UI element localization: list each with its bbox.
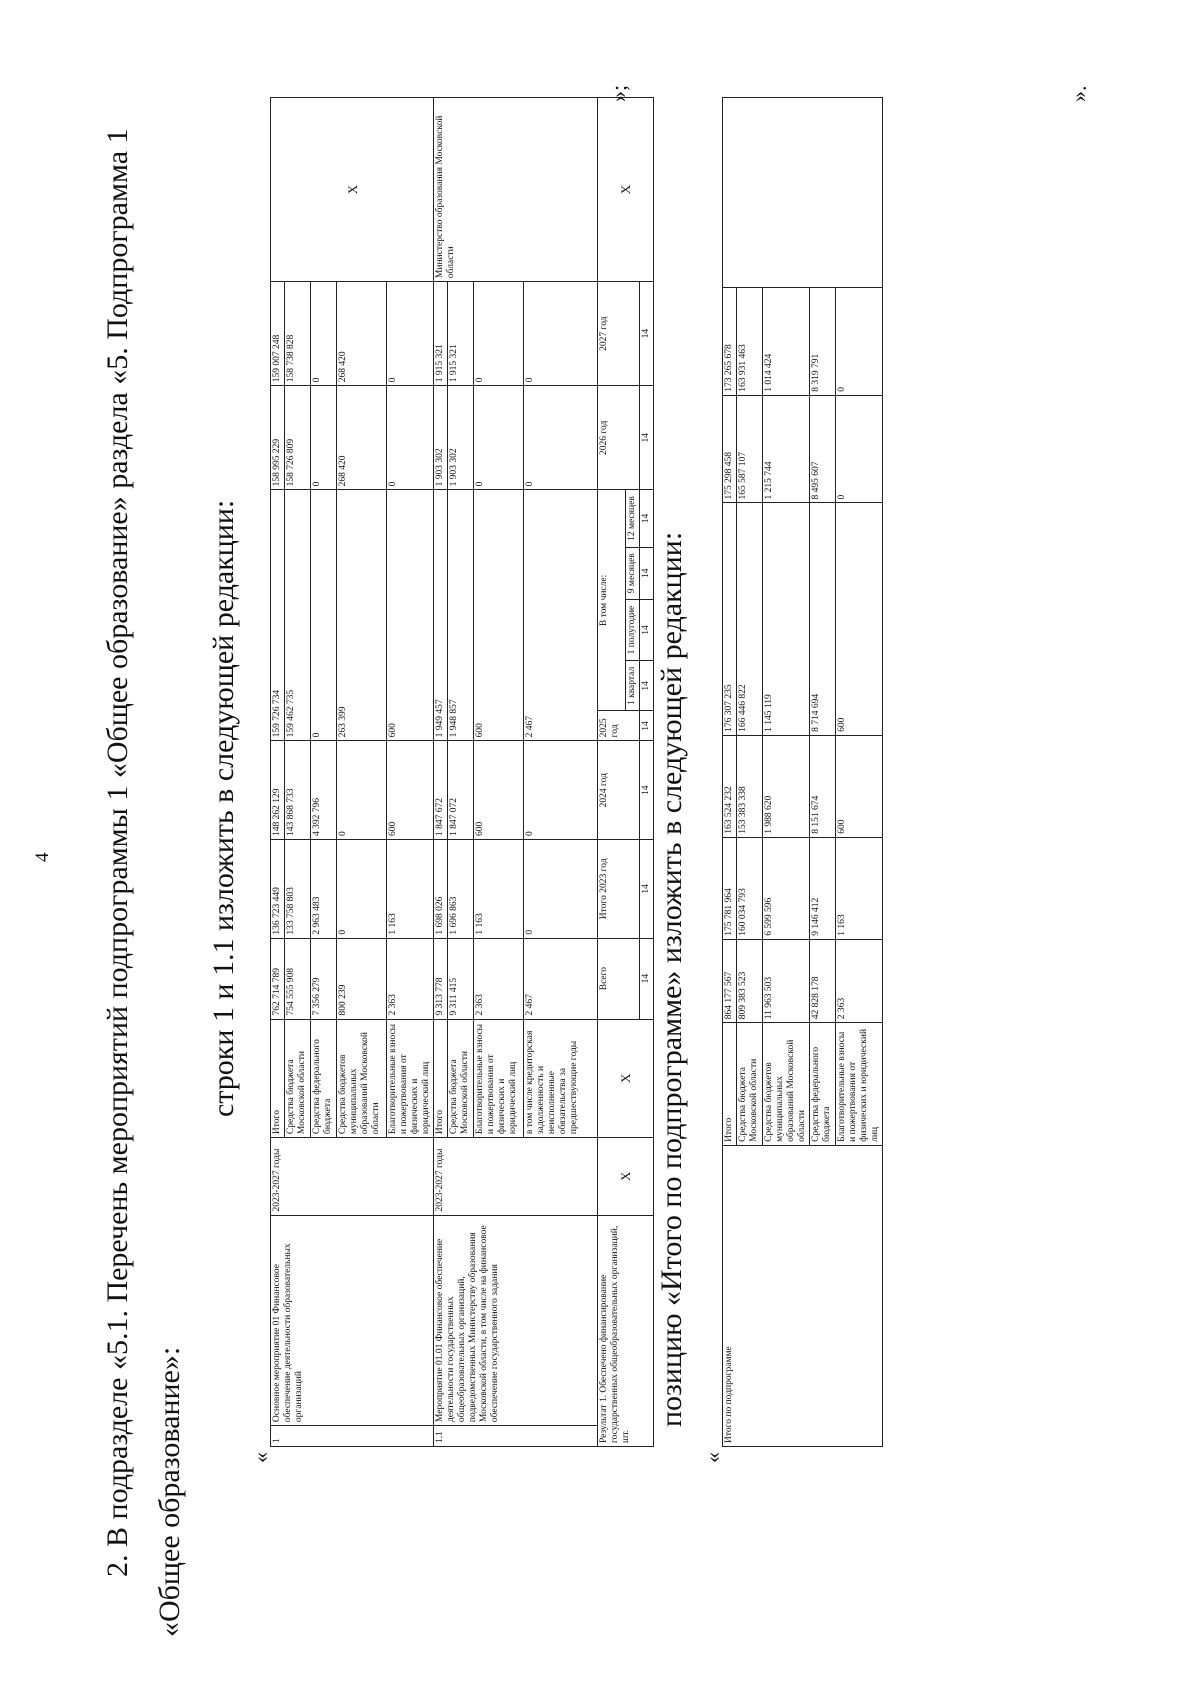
quote-close-2: ». <box>1066 85 1091 102</box>
section-heading <box>92 37 196 1637</box>
result-value-q1: 14 <box>640 661 654 711</box>
measure-name: Основное мероприятие 01 Финансовое обеспечение деятельности образовательных организаций <box>271 1215 434 1426</box>
value-y2023: 9 146 412 <box>810 837 836 939</box>
value-y2027: 8 319 791 <box>810 288 836 396</box>
value-2025: 159 726 734 <box>271 490 285 741</box>
value-y2027: 1 014 424 <box>763 288 810 396</box>
value-2025: 600 <box>387 490 434 741</box>
funding-source: в том числе кредиторская задолженность и неисполненные обязательства за предшествующие годы <box>524 1019 598 1138</box>
value-total: 42 828 178 <box>810 939 836 1023</box>
value-total: 7 356 279 <box>311 938 337 1019</box>
value-total: 2 363 <box>474 938 524 1019</box>
value-y2023: 6 599 596 <box>763 837 810 939</box>
value-y2024: 153 383 338 <box>737 735 763 837</box>
total-name: Итого по подпрограмме <box>723 1145 883 1446</box>
value-y2025: 176 307 235 <box>723 503 737 735</box>
value-total: 800 239 <box>337 938 387 1019</box>
value-2023: 136 723 449 <box>271 840 285 939</box>
value-2027: 0 <box>474 282 524 386</box>
value-total: 2 363 <box>387 938 434 1019</box>
value-2024: 0 <box>524 741 598 840</box>
value-y2027: 163 931 463 <box>737 288 763 396</box>
value-2023: 0 <box>524 840 598 939</box>
total-table <box>722 97 883 1447</box>
funding-source: Благотворительные взносы и пожертвования от физических и юридический лиц <box>836 1023 883 1146</box>
value-2026: 0 <box>524 386 598 490</box>
header-2026: 2026 год <box>598 386 640 490</box>
value-y2023: 160 034 793 <box>737 837 763 939</box>
value-y2026: 1 215 744 <box>763 395 810 503</box>
value-2025: 1 949 457 <box>434 490 448 741</box>
result-value-y2027: 14 <box>640 282 654 386</box>
value-2027: 0 <box>524 282 598 386</box>
value-2027: 268 420 <box>337 282 387 386</box>
result-value-total: 14 <box>640 938 654 1019</box>
result-value-y2026: 14 <box>640 386 654 490</box>
value-2026: 158 995 229 <box>271 386 285 490</box>
value-y2026: 0 <box>836 395 883 503</box>
value-y2023: 1 163 <box>836 837 883 939</box>
value-2026: 268 420 <box>337 386 387 490</box>
value-y2023: 175 781 964 <box>723 837 737 939</box>
instruction-rows: строки 1 и 1.1 изложить в следующей редакции: <box>207 499 240 1117</box>
heading-line-1: 2. В подразделе «5.1. Перечень мероприятий подпрограммы 1 «Общее образование» раздела «5. Подпрограмма 1 <box>101 128 134 1577</box>
value-y2025: 166 446 822 <box>737 503 763 735</box>
value-2027: 159 007 248 <box>271 282 285 386</box>
result-value-h1: 14 <box>640 599 654 661</box>
value-2023: 1 698 026 <box>434 840 448 939</box>
value-2026: 0 <box>311 386 337 490</box>
header-h1: 1 полугодие <box>626 599 640 661</box>
funding-source: Средства бюджета Московской области <box>285 1019 311 1138</box>
responsible: Министерство образования Московской области <box>434 98 598 282</box>
value-total: 762 714 789 <box>271 938 285 1019</box>
funding-source: Благотворительные взносы и пожертвования от физических и юридический лиц <box>474 1019 524 1138</box>
funding-source: Средства федерального бюджета <box>810 1023 836 1146</box>
result-period: Х <box>598 1138 654 1215</box>
funding-source: Средства бюджетов муниципальных образований Московской области <box>763 1023 810 1146</box>
value-2024: 1 847 672 <box>434 741 448 840</box>
quote-close-1: »; <box>606 84 631 102</box>
value-y2027: 0 <box>836 288 883 396</box>
value-y2024: 163 524 232 <box>723 735 737 837</box>
value-total: 2 363 <box>836 939 883 1023</box>
value-2026: 0 <box>474 386 524 490</box>
header-q1: 1 квартал <box>626 661 640 711</box>
value-y2027: 173 265 678 <box>723 288 737 396</box>
funding-source: Итого <box>434 1019 448 1138</box>
value-total: 9 313 778 <box>434 938 448 1019</box>
header-2023: Итого 2023 год <box>598 840 640 939</box>
result-value-y2023: 14 <box>640 840 654 939</box>
value-2023: 0 <box>337 840 387 939</box>
result-value-m9: 14 <box>640 547 654 599</box>
value-y2026: 8 495 607 <box>810 395 836 503</box>
value-total: 864 177 567 <box>723 939 737 1023</box>
header-2025: 2025 год <box>598 711 640 741</box>
funding-source: Итого <box>271 1019 285 1138</box>
result-value-y2025: 14 <box>640 711 654 741</box>
value-2027: 1 915 321 <box>448 282 474 386</box>
value-2023: 133 758 803 <box>285 840 311 939</box>
value-y2026: 165 587 107 <box>737 395 763 503</box>
funding-source: Средства бюджета Московской области <box>448 1019 474 1138</box>
header-m9: 9 месяцев <box>626 547 640 599</box>
measure-period: 2023-2027 годы <box>434 1138 598 1215</box>
value-2025: 2 467 <box>524 490 598 741</box>
quote-open-2: « <box>700 1452 725 1463</box>
quote-open-1: « <box>248 1452 273 1463</box>
value-2024: 148 262 129 <box>271 741 285 840</box>
value-y2025: 8 714 694 <box>810 503 836 735</box>
result-source: Х <box>598 1019 654 1138</box>
funding-source: Итого <box>723 1023 737 1146</box>
value-total: 809 383 523 <box>737 939 763 1023</box>
value-2025: 159 462 735 <box>285 490 311 741</box>
value-2026: 1 903 302 <box>448 386 474 490</box>
heading-line-2: «Общее образование»: <box>153 1346 186 1637</box>
funding-source: Средства федерального бюджета <box>311 1019 337 1138</box>
value-total: 754 555 908 <box>285 938 311 1019</box>
value-2024: 143 868 733 <box>285 741 311 840</box>
value-2026: 1 903 302 <box>434 386 448 490</box>
value-2023: 1 163 <box>387 840 434 939</box>
value-y2026: 175 298 458 <box>723 395 737 503</box>
empty-cell <box>723 98 883 288</box>
result-value-y2024: 14 <box>640 741 654 840</box>
value-total: 11 963 503 <box>763 939 810 1023</box>
value-2026: 0 <box>387 386 434 490</box>
value-2027: 0 <box>311 282 337 386</box>
responsible: Х <box>271 98 434 282</box>
value-2024: 600 <box>474 741 524 840</box>
value-2025: 0 <box>311 490 337 741</box>
measure-name: Мероприятие 01.01 Финансовое обеспечение деятельности государственных общеобразовательных организаций, подведомственных Министерству образования Московской области, в том числе на финансовое обеспечение государственного задания <box>434 1215 598 1426</box>
value-2023: 2 963 483 <box>311 840 337 939</box>
funding-source: Средства бюджетов муниципальных образований Московской области <box>337 1019 387 1138</box>
value-2024: 1 847 072 <box>448 741 474 840</box>
measures-table <box>270 97 654 1447</box>
value-y2024: 8 151 674 <box>810 735 836 837</box>
instruction-total: позицию «Итого по подпрограмме» изложить в следующей редакции: <box>655 531 688 1427</box>
funding-source: Средства бюджета Московской области <box>737 1023 763 1146</box>
value-y2024: 600 <box>836 735 883 837</box>
value-2024: 4 392 796 <box>311 741 337 840</box>
value-2023: 1 696 863 <box>448 840 474 939</box>
value-total: 9 311 415 <box>448 938 474 1019</box>
value-2025: 263 399 <box>337 490 387 741</box>
header-m12: 12 месяцев <box>626 490 640 547</box>
measure-period: 2023-2027 годы <box>271 1138 434 1215</box>
value-2024: 600 <box>387 741 434 840</box>
value-2027: 158 738 828 <box>285 282 311 386</box>
value-y2025: 600 <box>836 503 883 735</box>
value-2026: 158 726 809 <box>285 386 311 490</box>
page-number: 4 <box>32 852 53 862</box>
result-value-m12: 14 <box>640 490 654 547</box>
value-2025: 1 948 857 <box>448 490 474 741</box>
result-name: Результат 1. Обеспечено финансирование государственных общеобразовательных организаций, шт. <box>598 1215 654 1446</box>
value-y2024: 1 988 620 <box>763 735 810 837</box>
funding-source: Благотворительные взносы и пожертвования от физических и юридический лиц <box>387 1019 434 1138</box>
header-total: Всего <box>598 938 640 1019</box>
value-total: 2 467 <box>524 938 598 1019</box>
value-2025: 600 <box>474 490 524 741</box>
row-number: 1 <box>271 1426 434 1447</box>
value-2027: 0 <box>387 282 434 386</box>
header-incl: В том числе: <box>598 490 626 711</box>
value-2023: 1 163 <box>474 840 524 939</box>
header-2027: 2027 год <box>598 282 640 386</box>
value-2024: 0 <box>337 741 387 840</box>
value-2027: 1 915 321 <box>434 282 448 386</box>
header-2024: 2024 год <box>598 741 640 840</box>
row-number: 1.1 <box>434 1426 598 1447</box>
result-responsible: Х <box>598 98 654 282</box>
value-y2025: 1 145 119 <box>763 503 810 735</box>
